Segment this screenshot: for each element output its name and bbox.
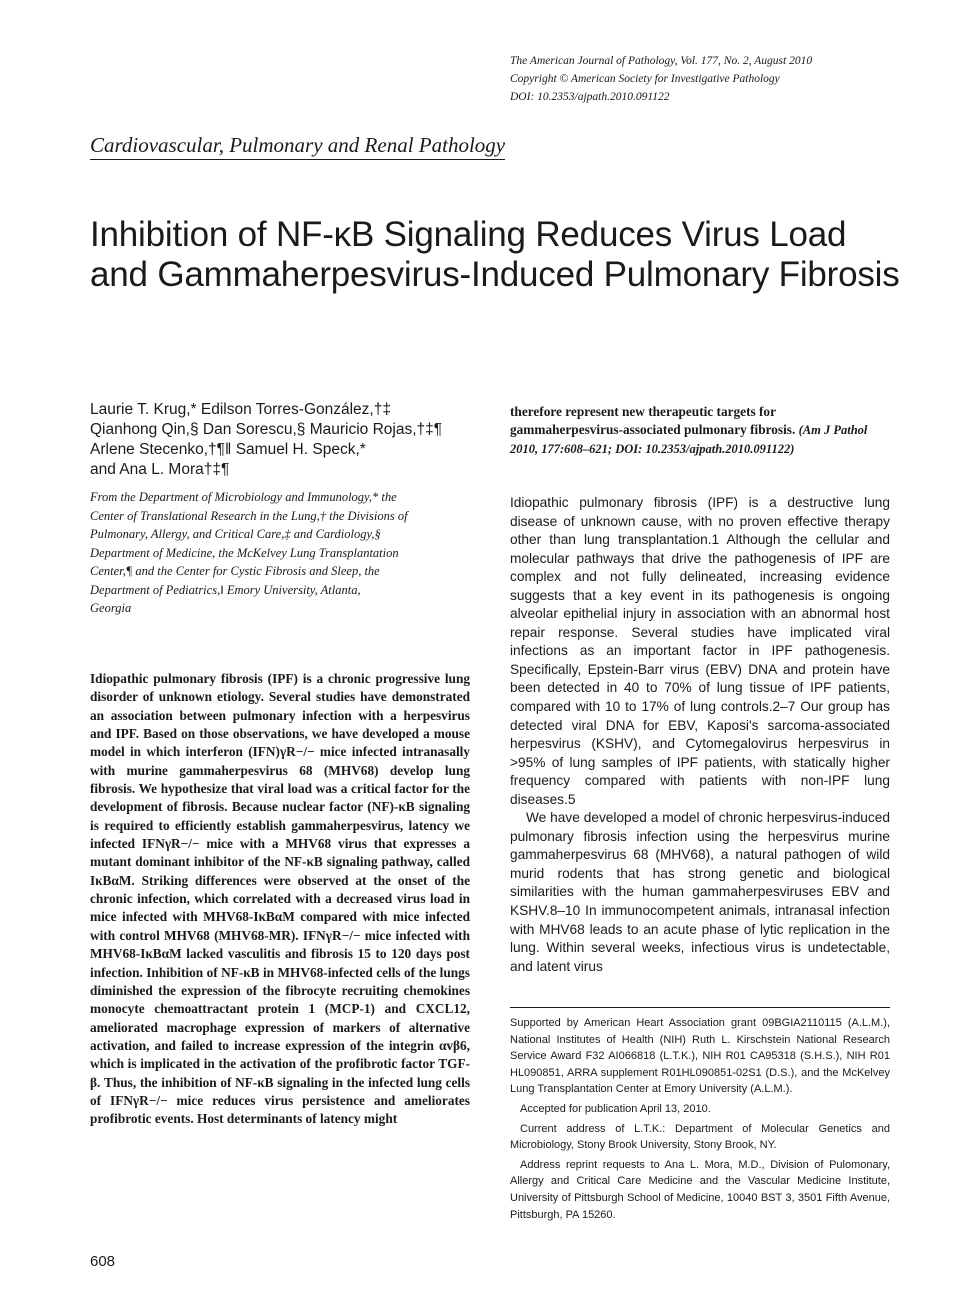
journal-citation-line: The American Journal of Pathology, Vol. 177, No. 2, August 2010	[510, 55, 813, 67]
affiliation-line: Center of Translational Research in the Lung,† the Divisions of	[90, 508, 408, 523]
affiliation-line: Department of Medicine, the McKelvey Lung Transplantation	[90, 545, 399, 560]
author-list	[90, 400, 500, 480]
journal-header	[510, 52, 950, 106]
abstract-continuation	[510, 403, 890, 458]
author-line-4: and Ana L. Mora†‡¶	[90, 461, 230, 478]
author-line-1: Laurie T. Krug,* Edilson Torres-González,†‡	[90, 401, 391, 418]
page-number: 608	[90, 1253, 116, 1270]
article-title-line-1: Inhibition of NF-κB Signaling Reduces Virus Load	[90, 215, 847, 254]
affiliation-line: Center,¶ and the Center for Cystic Fibrosis and Sleep, the	[90, 564, 380, 578]
section-heading: Cardiovascular, Pulmonary and Renal Pathology	[90, 132, 505, 160]
journal-copyright-line: Copyright © American Society for Investigative Pathology	[510, 73, 780, 85]
body-text	[510, 494, 890, 976]
author-line-3: Arlene Stecenko,†¶‖ Samuel H. Speck,*	[90, 441, 366, 458]
journal-doi-line: DOI: 10.2353/ajpath.2010.091122	[510, 91, 670, 103]
footnote-reprints: Address reprint requests to Ana L. Mora, M.D., Division of Pulomonary, Allergy and Critical Care Medicine and the Vascular Medicine Institute, University of Pittsburgh School of Medicine, 10040 BST 3, 3501 Fifth Avenue, Pittsburgh, PA 15260.	[510, 1158, 890, 1221]
footnotes	[510, 1015, 890, 1226]
footnote-support: Supported by American Heart Association grant 09BGIA2110115 (A.L.M.), National Institutes of Health (NIH) Ruth L. Kirschstein National Research Service Award F32 AI066818 (L.T.K.), NIH R01 CA95318 (S.H.S.), NIH R01 HL090851, ARRA supplement R01HL090851-02S1 (D.S.), and the McKelvey Lung Transplantation Center at Emory University (A.L.M.).	[510, 1017, 890, 1096]
abstract-left-column: Idiopathic pulmonary fibrosis (IPF) is a chronic progressive lung disorder of unknown etiology. Several studies have demonstrated an association between pulmonary infection with a herpesvirus and IPF. Based on those observations, we have developed a mouse model in which interferon (IFN)γR−/− mice infected intranasally with murine gammaherpesvirus 68 (MHV68) develop lung fibrosis. We hypothesize that viral load was a critical factor for the development of fibrosis. Because nuclear factor (NF)-κB signaling is required to efficiently establish gammaherpesvirus, latency we infected IFNγR−/− mice with a MHV68 virus that expresses a mutant dominant inhibitor of the NF-κB signaling pathway, called IκBαM. Striking differences were observed at the onset of the chronic infection, which correlated with a decreased virus load in mice infected with MHV68-IκBαM compared with mice infected with control MHV68 (MHV68-MR). IFNγR−/− mice infected with MHV68-IκBαM lacked vasculitis and fibrosis 15 to 120 days post infection. Inhibition of NF-κB in MHV68-infected cells of the lungs diminished the expression of the fibrocyte recruiting chemokines monocyte chemoattractant protein 1 (MCP-1) and CXCL12, ameliorated macrophage expression of markers of alternative activation, and failed to increase expression of the integrin αvβ6, which is implicated in the activation of the profibrotic factor TGF-β. Thus, the inhibition of NF-κB signaling in the infected lung cells of IFNγR−/− mice reduces virus persistence and ameliorates profibrotic events. Host determinants of latency might	[90, 671, 470, 1127]
footnote-accepted: Accepted for publication April 13, 2010.	[520, 1102, 711, 1115]
article-title-line-2: and Gammaherpesvirus-Induced Pulmonary Fibrosis	[90, 255, 900, 294]
body-paragraph: We have developed a model of chronic herpesvirus-induced pulmonary fibrosis infection using the herpesvirus murine gammaherpesvirus 68 (MHV68), a natural pathogen of wild murid rodents that has strong genetic and biological similarities with the human gammaherpesviruses EBV and KSHV.8–10 In immunocompetent animals, intranasal infection with MHV68 leads to an acute phase of lytic replication in the lung. Within several weeks, infectious virus is undetectable, and latent virus	[510, 810, 890, 974]
affiliation-line: Pulmonary, Allergy, and Critical Care,‡ and Cardiology,§	[90, 527, 381, 541]
abstract-right-text: therefore represent new therapeutic targets for gammaherpesvirus-associated pulmonary fibrosis.	[510, 404, 796, 438]
affiliation-line: From the Department of Microbiology and Immunology,* the	[90, 490, 397, 504]
footnote-divider	[510, 1007, 890, 1008]
affiliation-block	[90, 488, 465, 618]
footnote-current-address: Current address of L.T.K.: Department of Molecular Genetics and Microbiology, Stony Brook University, Stony Brook, NY.	[510, 1122, 890, 1152]
abstract-citation: (Am J Pathol 2010, 177:608–621; DOI: 10.2353/ajpath.2010.091122)	[510, 423, 868, 456]
article-title	[90, 215, 950, 295]
body-paragraph: Idiopathic pulmonary fibrosis (IPF) is a destructive lung disease of unknown cause, with no proven effective therapy other than lung transplantation.1 Although the cellular and molecular pathways that drive the pathogenesis of IPF are complex and not fully delineated, increasing evidence suggests that a key event in its pathogenesis is ongoing alveolar epithelial injury in association with an abnormal host repair response. Several studies have implicated viral infections as an important factor in IPF pathogenesis. Specifically, Epstein-Barr virus (EBV) DNA and protein have been detected in 40 to 70% of lung tissue of IPF patients, compared with 10 to 17% of lung controls.2–7 Our group has detected viral DNA for EBV, Kaposi's sarcoma-associated herpesvirus (KSHV), and Cytomegalovirus herpesvirus in >95% of lung samples of IPF patients, with statically higher frequency compared with patients with non-IPF lung diseases.5	[510, 495, 890, 807]
author-line-2: Qianhong Qin,§ Dan Sorescu,§ Mauricio Rojas,†‡¶	[90, 421, 443, 438]
affiliation-line: Department of Pediatrics,‖ Emory University, Atlanta,	[90, 582, 361, 597]
affiliation-line: Georgia	[90, 601, 132, 615]
